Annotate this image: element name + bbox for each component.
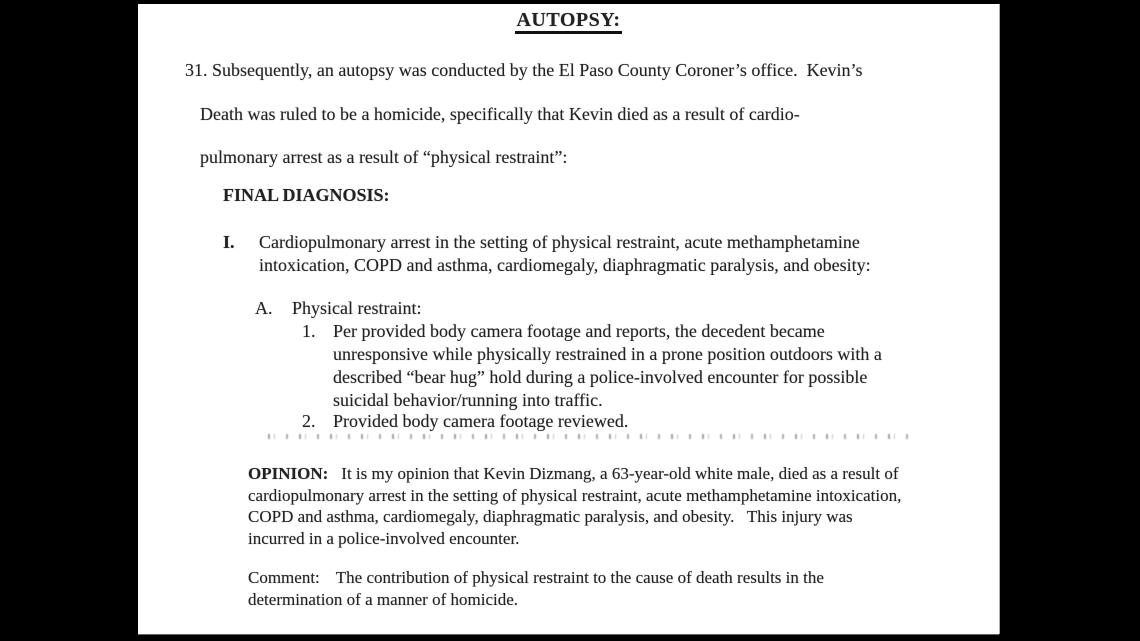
list-item-A2 — [302, 410, 628, 433]
text-line: described “bear hug” hold during a police-involved encounter for possible — [333, 367, 868, 387]
opinion-label: OPINION: — [248, 464, 329, 483]
autopsy-heading-text: AUTOPSY: — [515, 9, 621, 34]
autopsy-heading — [138, 9, 999, 34]
list-item-I — [223, 231, 871, 277]
text-line: Physical restraint: — [292, 298, 422, 318]
text-line — [248, 463, 968, 485]
truncated-text-artifact — [268, 434, 908, 439]
text-line: Death was ruled to be a homicide, specifically that Kevin died as a result of cardio- — [200, 103, 800, 124]
comment-paragraph — [248, 567, 968, 611]
list-item-A — [255, 297, 421, 320]
comment-label: Comment: — [248, 568, 320, 587]
text-line: suicidal behavior/running into traffic. — [333, 390, 603, 410]
text-line: 31. Subsequently, an autopsy was conducted by the El Paso County Coroner’s office. Kevin’s — [185, 60, 863, 80]
list-item-A-label: A. — [255, 298, 273, 318]
list-item-I-label: I. — [223, 232, 235, 252]
list-item-A1-body — [333, 320, 882, 412]
comment-line-1: The contribution of physical restraint to the cause of death results in the — [335, 568, 824, 587]
text-line: cardiopulmonary arrest in the setting of physical restraint, acute methamphetamine intoxication, — [248, 485, 902, 505]
text-line: Provided body camera footage reviewed. — [333, 411, 629, 431]
paragraph-31 — [185, 49, 863, 180]
text-line: Per provided body camera footage and reports, the decedent became — [333, 321, 825, 341]
text-line: determination of a manner of homicide. — [248, 590, 519, 609]
text-line: unresponsive while physically restrained in a prone position outdoors with a — [333, 344, 882, 364]
list-item-A2-label: 2. — [302, 411, 316, 431]
list-item-A1-label: 1. — [302, 321, 316, 341]
text-line: Cardiopulmonary arrest in the setting of physical restraint, acute methamphetamine — [259, 232, 860, 252]
final-diagnosis-heading: FINAL DIAGNOSIS: — [223, 185, 390, 205]
document-page — [138, 4, 999, 634]
text-line: COPD and asthma, cardiomegaly, diaphragmatic paralysis, and obesity. This injury was — [248, 507, 853, 527]
text-line: incurred in a police-involved encounter. — [248, 529, 520, 549]
opinion-paragraph — [248, 463, 968, 550]
list-item-A1 — [302, 320, 882, 412]
opinion-line-1: It is my opinion that Kevin Dizmang, a 63-year-old white male, died as a result of — [341, 464, 899, 483]
text-line: intoxication, COPD and asthma, cardiomegaly, diaphragmatic paralysis, and obesity: — [259, 255, 871, 275]
list-item-I-body — [259, 231, 871, 277]
text-line — [248, 567, 968, 589]
text-line: pulmonary arrest as a result of “physical restraint”: — [200, 147, 568, 167]
